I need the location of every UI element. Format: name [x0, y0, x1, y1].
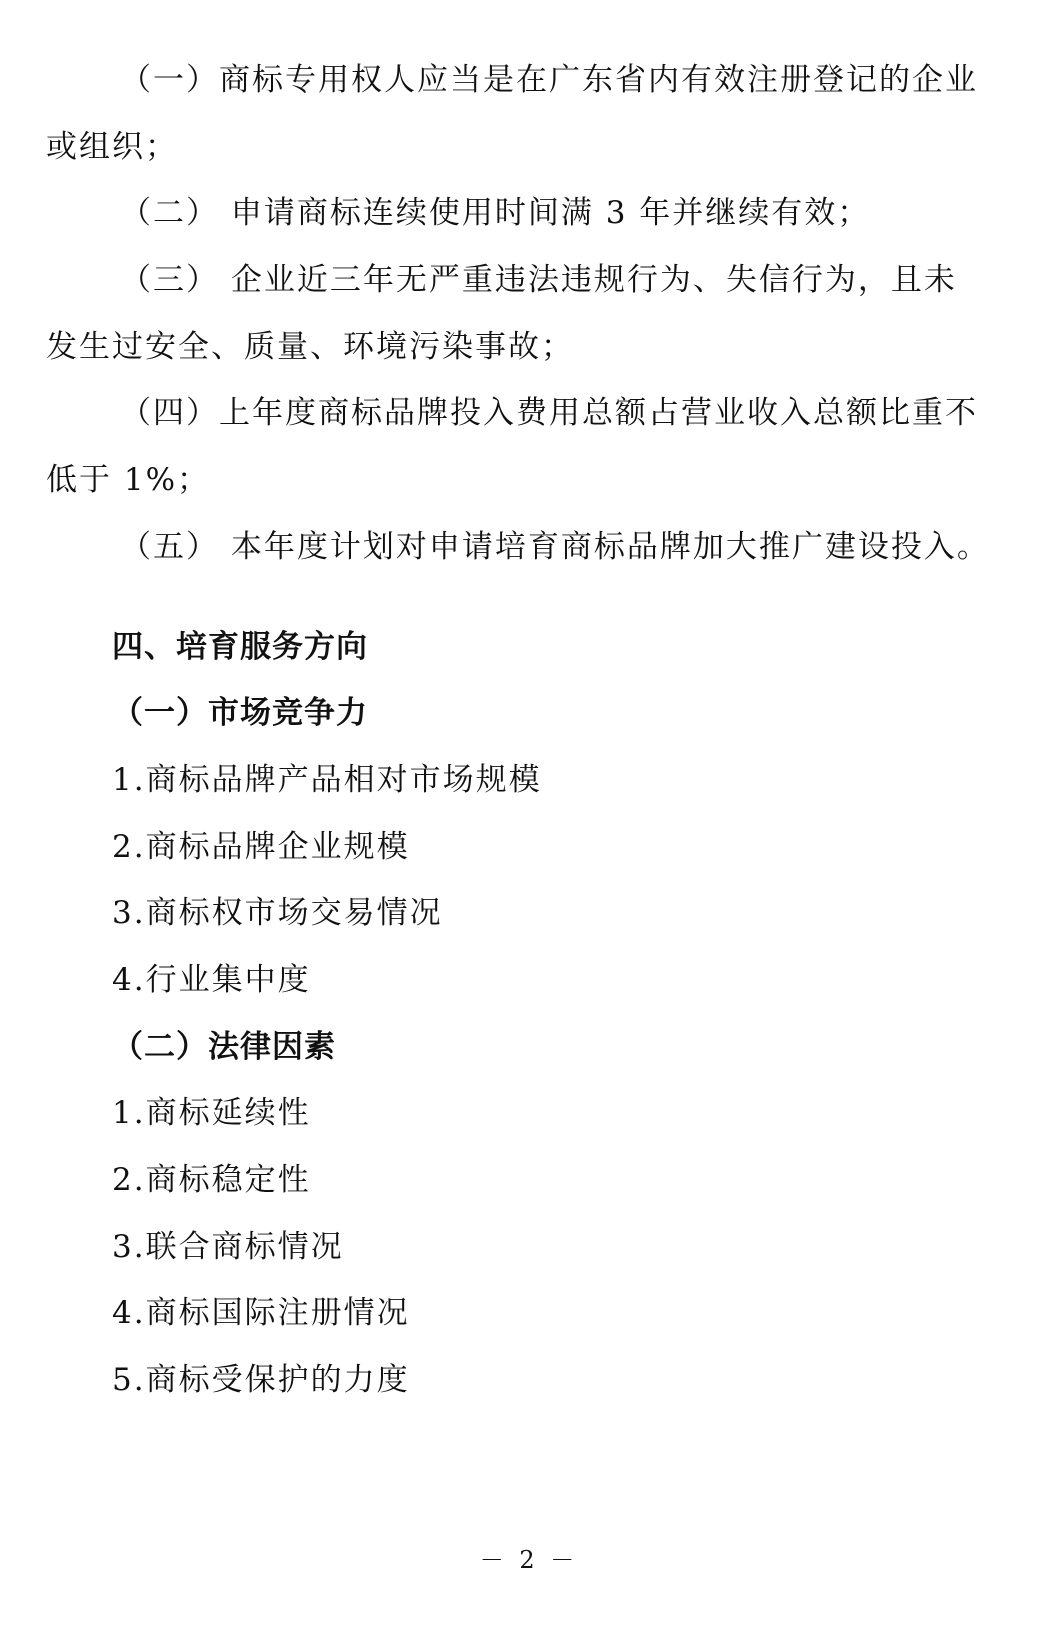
condition-5: （五） 本年度计划对申请培育商标品牌加大推广建设投入。 [120, 529, 990, 565]
condition-1-line-1: （一）商标专用权人应当是在广东省内有效注册登记的企业 [120, 62, 978, 98]
subsection-1-heading: （一）市场竞争力 [112, 695, 368, 731]
condition-4-line-1: （四）上年度商标品牌投入费用总额占营业收入总额比重不 [120, 395, 978, 431]
list-item: 5.商标受保护的力度 [112, 1362, 410, 1398]
condition-3-line-2: 发生过安全、质量、环境污染事故； [46, 329, 574, 365]
list-item: 3.商标权市场交易情况 [112, 895, 443, 931]
list-item: 1.商标品牌产品相对市场规模 [112, 762, 542, 798]
list-item: 3.联合商标情况 [112, 1229, 344, 1265]
list-item: 4.商标国际注册情况 [112, 1295, 410, 1331]
condition-2: （二） 申请商标连续使用时间满 3 年并继续有效； [120, 195, 871, 231]
section-4-heading: 四、培育服务方向 [112, 629, 368, 665]
list-item: 2.商标品牌企业规模 [112, 829, 410, 865]
list-item: 2.商标稳定性 [112, 1162, 311, 1198]
list-item: 4.行业集中度 [112, 962, 311, 998]
subsection-2-heading: （二）法律因素 [112, 1029, 336, 1065]
condition-4-line-2: 低于 1%； [46, 462, 211, 498]
condition-3-line-1: （三） 企业近三年无严重违法违规行为、失信行为，且未 [120, 262, 957, 298]
page-number: － 2 － [479, 1546, 579, 1574]
condition-1-line-2: 或组织； [46, 129, 178, 165]
list-item: 1.商标延续性 [112, 1095, 311, 1131]
